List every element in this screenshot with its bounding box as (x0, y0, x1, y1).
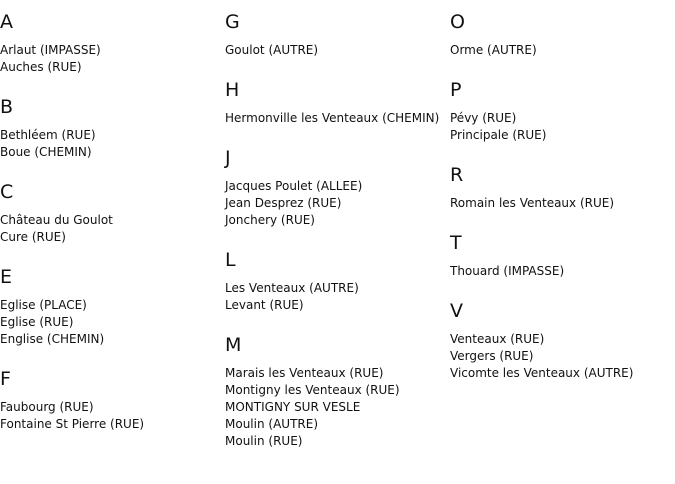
section-letter: E (0, 266, 13, 288)
street-link[interactable]: Pévy (RUE) (450, 111, 517, 125)
street-index-column (450, 10, 672, 401)
street-link[interactable]: Eglise (RUE) (0, 315, 74, 329)
letter-group-g (225, 10, 447, 59)
section-letter: P (450, 79, 462, 101)
street-link[interactable]: Marais les Venteaux (RUE) (225, 366, 384, 380)
street-link[interactable]: Vicomte les Venteaux (AUTRE) (450, 366, 634, 380)
letter-group-r (450, 163, 672, 212)
letter-group-v (450, 299, 672, 382)
street-link[interactable]: Cure (RUE) (0, 230, 66, 244)
street-link[interactable]: Levant (RUE) (225, 298, 304, 312)
street-link[interactable]: Moulin (RUE) (225, 434, 303, 448)
letter-group-j (225, 146, 447, 229)
street-link[interactable]: Romain les Venteaux (RUE) (450, 196, 615, 210)
street-link[interactable]: Les Venteaux (AUTRE) (225, 281, 359, 295)
street-link[interactable]: Arlaut (IMPASSE) (0, 43, 101, 57)
section-letter: A (0, 11, 13, 33)
street-index-column (225, 10, 447, 469)
street-link[interactable]: MONTIGNY SUR VESLE (225, 400, 361, 414)
street-link[interactable]: Jacques Poulet (ALLEE) (225, 179, 363, 193)
street-index-column (0, 10, 222, 452)
letter-group-l (225, 248, 447, 314)
letter-group-m (225, 333, 447, 450)
street-link[interactable]: Château du Goulot (0, 213, 113, 227)
letter-group-t (450, 231, 672, 280)
street-link[interactable]: Orme (AUTRE) (450, 43, 537, 57)
letter-group-p (450, 78, 672, 144)
street-link[interactable]: Bethléem (RUE) (0, 128, 96, 142)
section-letter: R (450, 164, 464, 186)
section-letter: G (225, 11, 240, 33)
street-link[interactable]: Principale (RUE) (450, 128, 547, 142)
street-link[interactable]: Goulot (AUTRE) (225, 43, 319, 57)
letter-group-a (0, 10, 222, 76)
street-link[interactable]: Thouard (IMPASSE) (450, 264, 565, 278)
section-letter: B (0, 96, 14, 118)
letter-group-b (0, 95, 222, 161)
section-letter: H (225, 79, 240, 101)
street-link[interactable]: Englise (CHEMIN) (0, 332, 105, 346)
street-link[interactable]: Montigny les Venteaux (RUE) (225, 383, 400, 397)
letter-group-f (0, 367, 222, 433)
street-link[interactable]: Faubourg (RUE) (0, 400, 94, 414)
section-letter: C (0, 181, 14, 203)
street-link[interactable]: Eglise (PLACE) (0, 298, 87, 312)
section-letter: F (0, 368, 11, 390)
street-link[interactable]: Moulin (AUTRE) (225, 417, 318, 431)
letter-group-c (0, 180, 222, 246)
street-link[interactable]: Jonchery (RUE) (225, 213, 315, 227)
letter-group-e (0, 265, 222, 348)
section-letter: M (225, 334, 242, 356)
street-link[interactable]: Fontaine St Pierre (RUE) (0, 417, 145, 431)
street-link[interactable]: Jean Desprez (RUE) (225, 196, 342, 210)
street-link[interactable]: Venteaux (RUE) (450, 332, 545, 346)
section-letter: O (450, 11, 465, 33)
street-link[interactable]: Hermonville les Venteaux (CHEMIN) (225, 111, 440, 125)
street-link[interactable]: Boue (CHEMIN) (0, 145, 92, 159)
street-link[interactable]: Auches (RUE) (0, 60, 82, 74)
section-letter: V (450, 300, 463, 322)
letter-group-o (450, 10, 672, 59)
section-letter: J (225, 147, 231, 169)
street-link[interactable]: Vergers (RUE) (450, 349, 534, 363)
section-letter: T (450, 232, 462, 254)
section-letter: L (225, 249, 236, 271)
letter-group-h (225, 78, 447, 127)
